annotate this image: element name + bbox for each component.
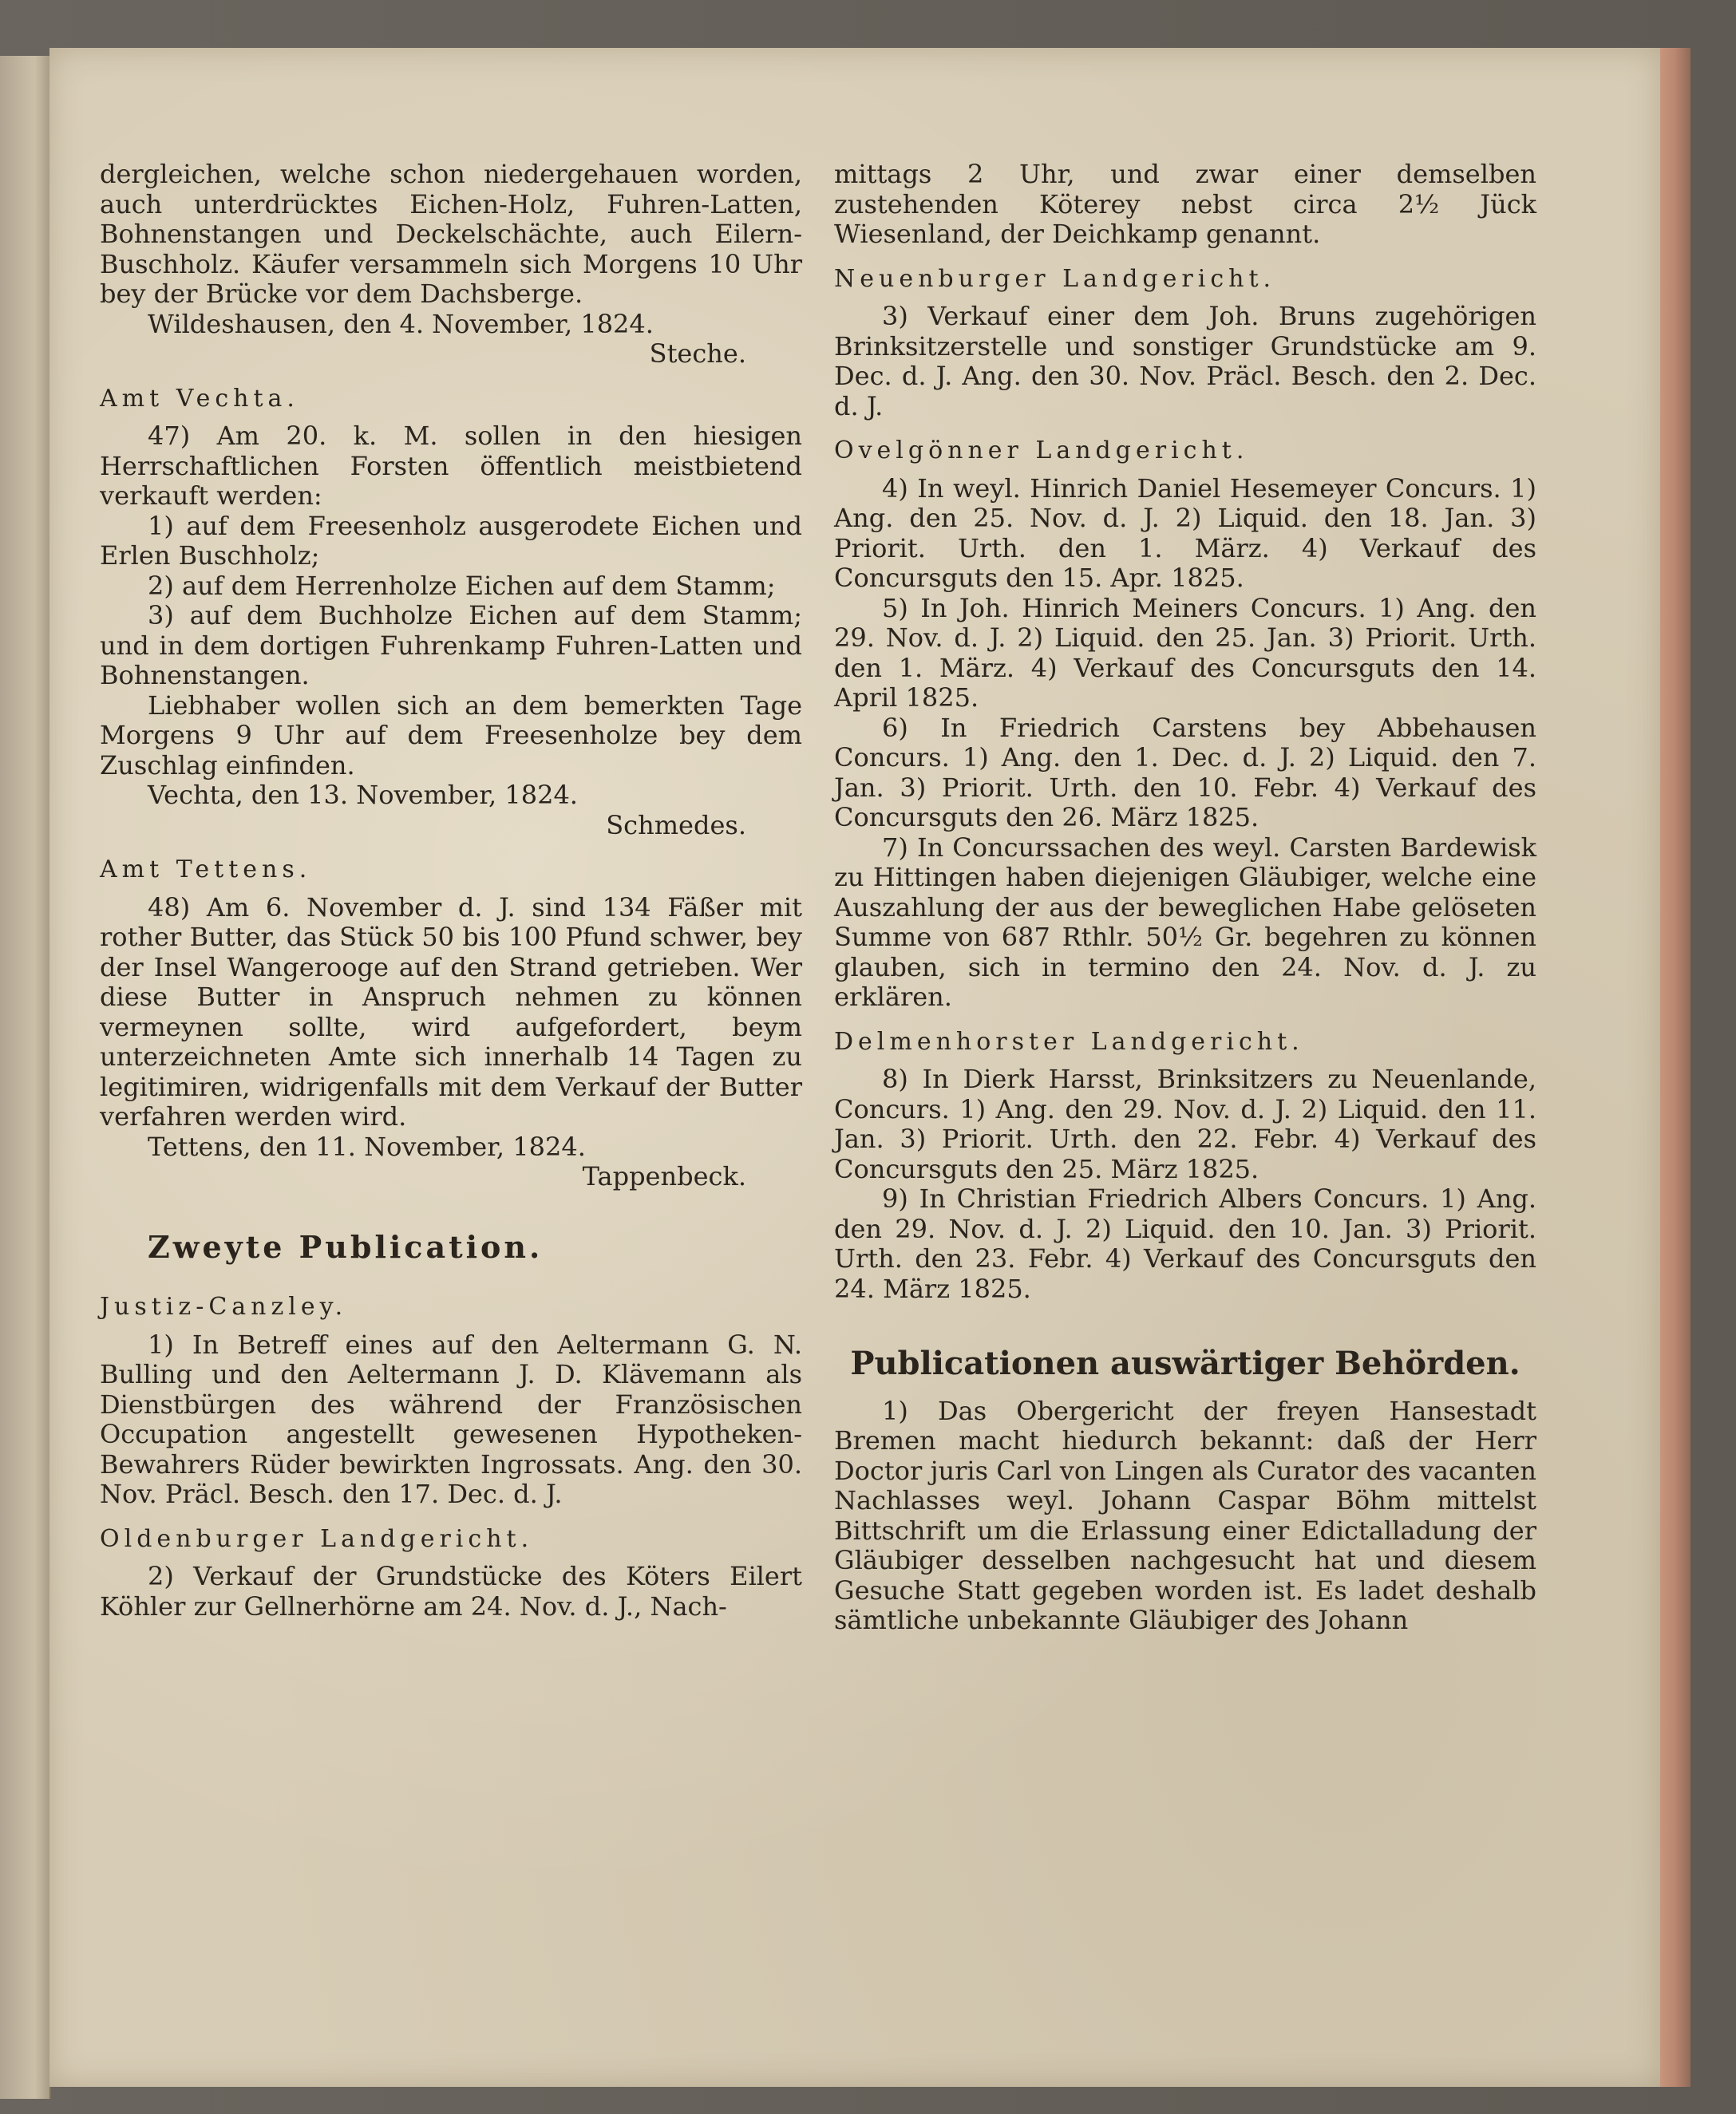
heading-neuenburger-landgericht: Neuenburger Landgericht. [834, 264, 1276, 293]
heading-delmenhorster-landgericht: Delmenhorster Landgericht. [834, 1027, 1304, 1056]
dateline-wildeshausen: Wildeshausen, den 4. November, 1824. [148, 308, 654, 339]
signature-schmedes: Schmedes. [606, 809, 746, 840]
section-title-zweyte-publication: Zweyte Publication. [148, 1228, 544, 1265]
paragraph-47: 47) Am 20. k. M. sollen in den hiesigen Herrschaftlichen Forsten öffentlich meistbietend verkauft werden: [100, 421, 802, 511]
heading-justiz-canzley: Justiz-Canzley. [100, 1293, 348, 1321]
heading-ovelgoenner-landgericht: Ovelgönner Landgericht. [834, 437, 1249, 464]
previous-page-edge [0, 56, 51, 2099]
right-column [834, 160, 1536, 1636]
paragraph-wood-sale-continued: dergleichen, welche schon niedergehauen worden, auch unterdrücktes Eichen-Holz, Fuhren-Latten, Bohnenstangen und Deckelschächte, auch Eilern-Buschholz. Käufer versammeln sich Morgens 10 Uhr bey der Brücke vor dem Dachsberge. [100, 159, 802, 309]
paragraph-ovelgoenne-7: 7) In Concurssachen des weyl. Carsten Bardewisk zu Hittingen haben diejenigen Gläubiger, welche eine Auszahlung der aus der beweglichen Habe gelöseten Summe von 687 Rthlr. 50½ Gr. begehren zu können glauben, sich in termino den 24. Nov. d. J. zu erklären. [834, 832, 1536, 1012]
paragraph-47-item-1: 1) auf dem Freesenholz ausgerodete Eichen und Erlen Buschholz; [100, 510, 802, 571]
page-fore-edge [1660, 48, 1691, 2087]
paragraph-48: 48) Am 6. November d. J. sind 134 Fäßer mit rother Butter, das Stück 50 bis 100 Pfund schwer, bey der Insel Wangerooge auf den Strand getrieben. Wer diese Butter in Anspruch nehmen zu können vermeynen sollte, wird aufgefordert, beym unterzeichneten Amte sich innerhalb 14 Tagen zu legitimiren, widrigenfalls mit dem Verkauf der Butter verfahren werden wird. [100, 891, 802, 1132]
paragraph-47-item-2: 2) auf dem Herrenholze Eichen auf dem Stamm; [148, 570, 776, 601]
paragraph-47-notice: Liebhaber wollen sich an dem bemerkten Tage Morgens 9 Uhr auf dem Freesenholze bey dem Zuschlag einfinden. [100, 690, 802, 780]
signature-tappenbeck: Tappenbeck. [582, 1161, 746, 1191]
heading-amt-tettens: Amt Tettens. [100, 855, 312, 883]
paragraph-oldenburg-2: 2) Verkauf der Grundstücke des Köters Eilert Köhler zur Gellnerhörne am 24. Nov. d. J., Nach- [100, 1561, 802, 1622]
paragraph-neuenburg-3: 3) Verkauf einer dem Joh. Bruns zugehörigen Brinksitzerstelle und sonstiger Grundstücke am 9. Dec. d. J. Ang. den 30. Nov. Präcl. Besch. den 2. Dec. d. J. [834, 301, 1536, 421]
signature-steche: Steche. [649, 338, 746, 369]
heading-oldenburger-landgericht: Oldenburger Landgericht. [100, 1524, 534, 1553]
paragraph-bremen-1: 1) Das Obergericht der freyen Hansestadt Bremen macht hiedurch bekannt: daß der Herr Doctor juris Carl von Lingen als Curator des vacanten Nachlasses weyl. Johann Caspar Böhm mittelst Bittschrift um die Erlassung einer Edictalladung der Gläubiger desselben nachgesucht hat und diesem Gesuche Statt gegeben worden ist. Es ladet deshalb sämtliche unbekannte Gläubiger des Johann [834, 1395, 1536, 1635]
dateline-tettens: Tettens, den 11. November, 1824. [148, 1131, 586, 1162]
left-column [100, 160, 802, 1622]
section-title-auswaertige-behoerden: Publicationen auswärtiger Behörden. [850, 1345, 1520, 1382]
paragraph-oldenburg-2-continued: mittags 2 Uhr, und zwar einer demselben zustehenden Köterey nebst circa 2½ Jück Wiesenland, der Deichkamp genannt. [834, 159, 1536, 249]
paragraph-47-item-3: 3) auf dem Buchholze Eichen auf dem Stamm; und in dem dortigen Fuhrenkamp Fuhren-Latten und Bohnenstangen. [100, 600, 802, 690]
heading-amt-vechta: Amt Vechta. [100, 384, 299, 413]
dateline-vechta: Vechta, den 13. November, 1824. [148, 780, 578, 810]
paragraph-ovelgoenne-4: 4) In weyl. Hinrich Daniel Hesemeyer Concurs. 1) Ang. den 25. Nov. d. J. 2) Liquid. den 18. Jan. 3) Priorit. Urth. den 1. März. 4) Verkauf des Concursguts den 15. Apr. 1825. [834, 472, 1536, 593]
paragraph-delmenhorst-9: 9) In Christian Friedrich Albers Concurs. 1) Ang. den 29. Nov. d. J. 2) Liquid. den 10. Jan. 3) Priorit. Urth. den 23. Febr. 4) Verkauf des Concursguts den 24. März 1825. [834, 1183, 1536, 1304]
paragraph-ovelgoenne-5: 5) In Joh. Hinrich Meiners Concurs. 1) Ang. den 29. Nov. d. J. 2) Liquid. den 25. Jan. 3) Priorit. Urth. den 1. März. 4) Verkauf des Concursguts den 14. April 1825. [834, 592, 1536, 713]
paragraph-delmenhorst-8: 8) In Dierk Harsst, Brinksitzers zu Neuenlande, Concurs. 1) Ang. den 29. Nov. d. J. 2) Liquid. den 11. Jan. 3) Priorit. Urth. den 22. Febr. 4) Verkauf des Concursguts den 25. März 1825. [834, 1064, 1536, 1184]
paragraph-justiz-1: 1) In Betreff eines auf den Aeltermann G. N. Bulling und den Aeltermann J. D. Klävemann als Dienstbürgen des während der Französischen Occupation angestellt gewesenen Hypotheken-Bewahrers Rüder bewirkten Ingrossats. Ang. den 30. Nov. Präcl. Besch. den 17. Dec. d. J. [100, 1329, 802, 1509]
paragraph-ovelgoenne-6: 6) In Friedrich Carstens bey Abbehausen Concurs. 1) Ang. den 1. Dec. d. J. 2) Liquid. den 7. Jan. 3) Priorit. Urth. den 10. Febr. 4) Verkauf des Concursguts den 26. März 1825. [834, 712, 1536, 832]
